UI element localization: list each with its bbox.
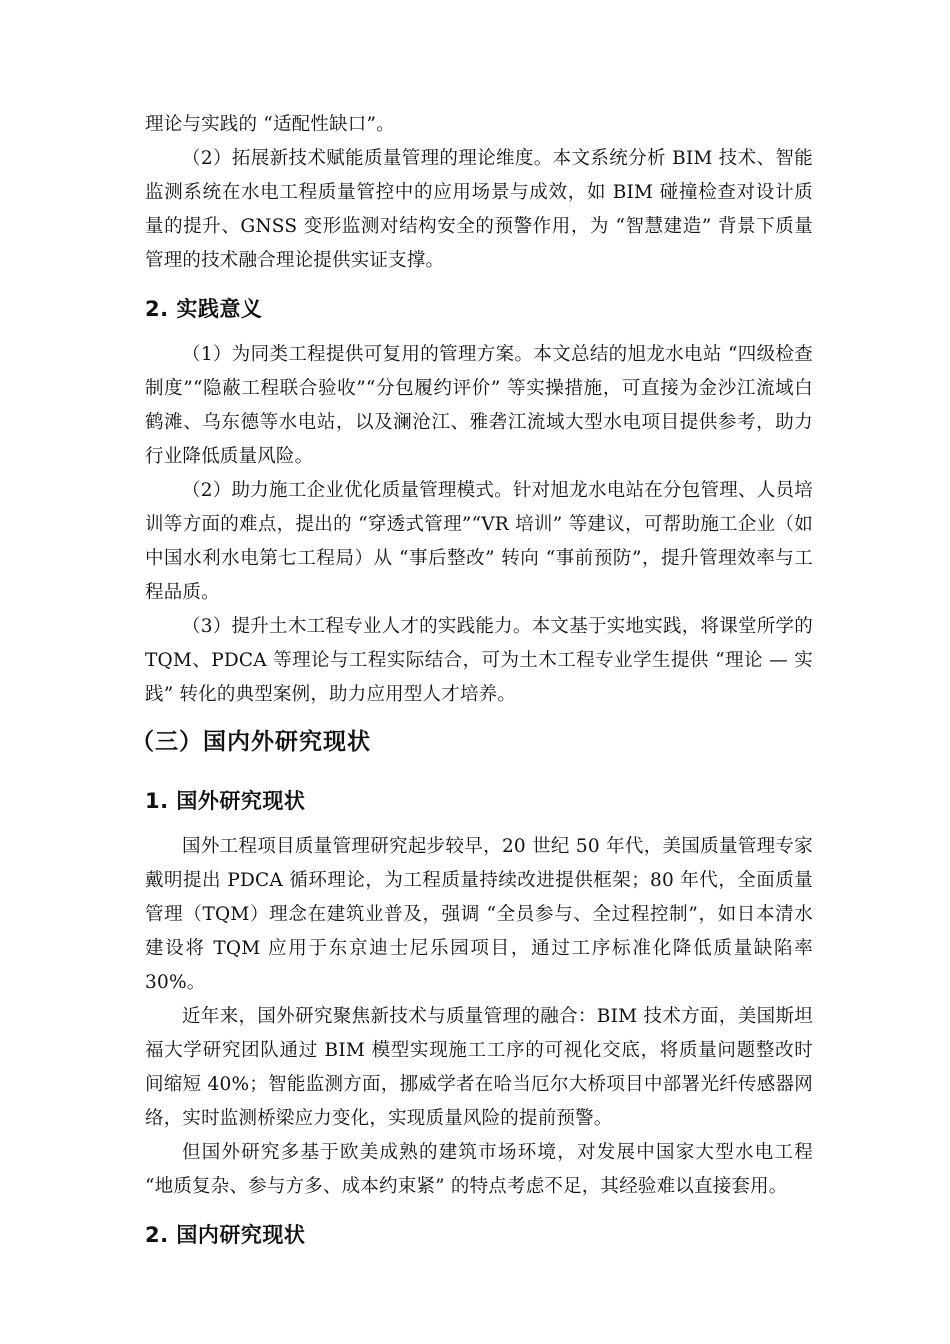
paragraph-foreign-limitation: 但国外研究多基于欧美成熟的建筑市场环境，对发展中国家大型水电工程 “地质复杂、参与方多、成本约束紧” 的特点考虑不足，其经验难以直接套用。 — [145, 1142, 813, 1197]
heading-domestic-research: 2. 国内研究现状 — [145, 1223, 306, 1247]
paragraph-continuation: 理论与实践的 “适配性缺口”。 — [145, 114, 395, 135]
paragraph-theory-dimension: （2）拓展新技术赋能质量管理的理论维度。本文系统分析 BIM 技术、智能监测系统在水电工程质量管控中的应用场景与成效，如 BIM 碰撞检查对设计质量的提升、GNSS 变形监测对结构安全的预警作用，为 “智慧建造” 背景下质量管理的技术融合理论提供实证支撑。 — [145, 148, 813, 271]
paragraph-foreign-history: 国外工程项目质量管理研究起步较早，20 世纪 50 年代，美国质量管理专家戴明提出 PDCA 循环理论，为工程质量持续改进提供框架；80 年代，全面质量管理（TQM）理念在建筑业普及，强调 “全员参与、全过程控制”，如日本清水建设将 TQM 应用于东京迪士尼乐园项目，通过工序标准化降低质量缺陷率 30%。 — [145, 836, 813, 993]
heading-research-status: （三）国内外研究现状 — [131, 729, 371, 755]
heading-practical-significance: 2. 实践意义 — [145, 297, 263, 321]
paragraph-foreign-recent: 近年来，国外研究聚焦新技术与质量管理的融合：BIM 技术方面，美国斯坦福大学研究团队通过 BIM 模型实现施工工序的可视化交底，将质量问题整改时间缩短 40%；智能监测方面，挪威学者在哈当厄尔大桥项目中部署光纤传感器网络，实时监测桥梁应力变化，实现质量风险的提前预警。 — [145, 1006, 813, 1129]
document-page — [131, 108, 813, 1264]
heading-foreign-research: 1. 国外研究现状 — [145, 789, 306, 813]
paragraph-talent-ability: （3）提升土木工程专业人才的实践能力。本文基于实地实践，将课堂所学的 TQM、PDCA 等理论与工程实际结合，可为土木工程专业学生提供 “理论 — 实践” 转化的典型案例，助力应用型人才培养。 — [145, 616, 813, 705]
paragraph-enterprise-optimization: （2）助力施工企业优化质量管理模式。针对旭龙水电站在分包管理、人员培训等方面的难点，提出的 “穿透式管理”“VR 培训” 等建议，可帮助施工企业（如中国水利水电第七工程局）从 “事后整改” 转向 “事前预防”，提升管理效率与工程品质。 — [145, 480, 813, 603]
paragraph-reusable-scheme: （1）为同类工程提供可复用的管理方案。本文总结的旭龙水电站 “四级检查制度”“隐蔽工程联合验收”“分包履约评价” 等实操措施，可直接为金沙江流域白鹤滩、乌东德等水电站，以及澜沧江、雅砻江流域大型水电项目提供参考，助力行业降低质量风险。 — [145, 344, 813, 467]
